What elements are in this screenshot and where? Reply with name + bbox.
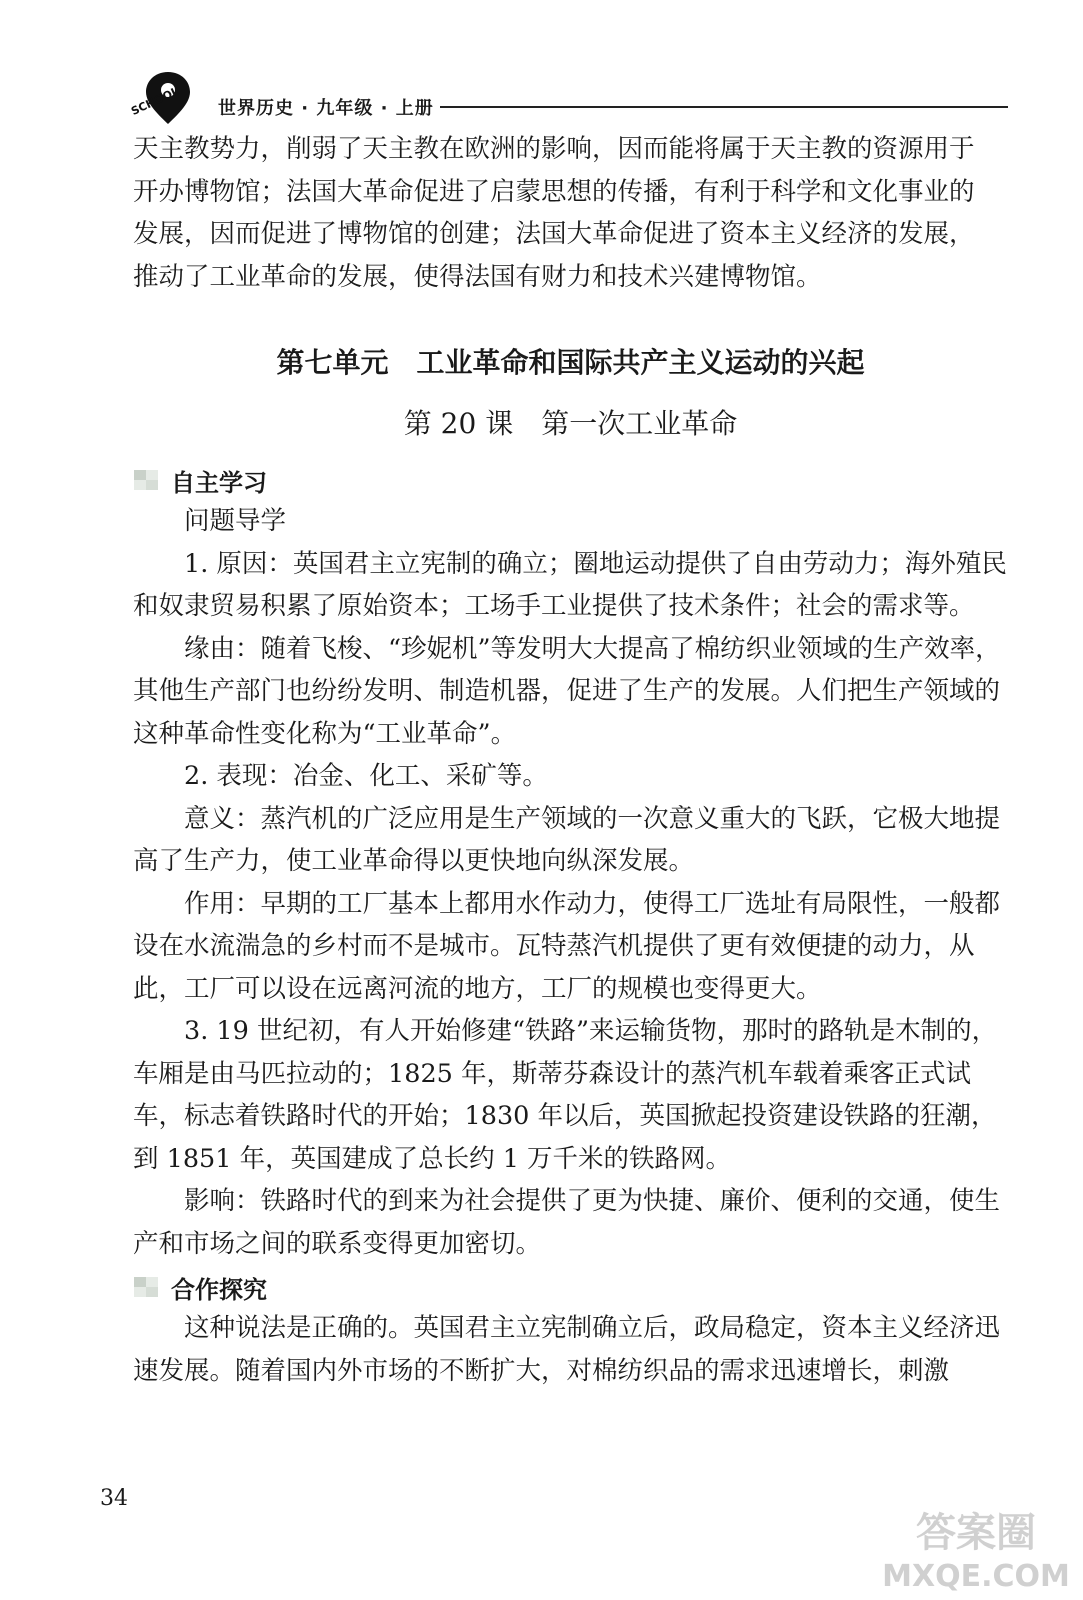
lesson-title: 第 20 课 第一次工业革命 [403, 407, 738, 440]
section-cooperative-inquiry [133, 1267, 1008, 1307]
section-label: 合作探究 [171, 1275, 267, 1304]
section-label: 自主学习 [171, 468, 267, 497]
intro-line: 天主教势力，削弱了天主教在欧洲的影响，因而能将属于天主教的资源用于 [133, 134, 975, 164]
intro-line: 推动了工业革命的发展，使得法国有财力和技术兴建博物馆。 [133, 261, 822, 292]
svg-text:答案圈: 答案圈 [916, 1510, 1036, 1556]
book-title: 世界历史 · 九年级 · 上册 [218, 98, 434, 119]
paragraph: 影响：铁路时代的到来为社会提供了更为快捷、廉价、便利的交通，使生产和市场之间的联系变得更加密切。 [133, 1186, 1001, 1259]
paragraph: 2. 表现：冶金、化工、采矿等。 [184, 761, 548, 791]
watermark-logo [876, 1500, 1076, 1596]
page-number: 34 [100, 1486, 128, 1511]
intro-line: 开办博物馆；法国大革命促进了启蒙思想的传播，有利于科学和文化事业的 [133, 176, 975, 207]
svg-text:MXQE.COM: MXQE.COM [882, 1559, 1070, 1594]
school-logo-icon [128, 68, 200, 128]
intro-line: 发展，因而促进了博物馆的创建；法国大革命促进了资本主义经济的发展， [133, 219, 975, 249]
header-rule [440, 106, 1008, 108]
page-content [133, 128, 1008, 1392]
paragraph: 1. 原因：英国君主立宪制的确立；圈地运动提供了自由劳动力；海外殖民和奴隶贸易积累了原始资本；工场手工业提供了技术条件；社会的需求等。 [133, 548, 1007, 621]
paragraph: 3. 19 世纪初，有人开始修建“铁路”来运输货物，那时的路轨是木制的，车厢是由马匹拉动的；1825 年，斯蒂芬森设计的蒸汽机车载着乘客正式试车，标志着铁路时代的开始；1830 年以后，英国掀起投资建设铁路的狂潮，到 1851 年，英国建成了总长约 1 万千米的铁路网。 [133, 1016, 998, 1174]
paragraph: 这种说法是正确的。英国君主立宪制确立后，政局稳定，资本主义经济迅速发展。随着国内外市场的不断扩大，对棉纺织品的需求迅速增长，刺激 [133, 1313, 1001, 1386]
paragraph: 缘由：随着飞梭、“珍妮机”等发明大大提高了棉纺织业领域的生产效率，其他生产部门也纷纷发明、制造机器，促进了生产的发展。人们把生产领域的这种革命性变化称为“工业革命”。 [133, 633, 1001, 749]
paragraph: 作用：早期的工厂基本上都用水作动力，使得工厂选址有局限性，一般都设在水流湍急的乡村而不是城市。瓦特蒸汽机提供了更有效便捷的动力，从此，工厂可以设在远离河流的地方，工厂的规模也变得更大。 [133, 888, 1001, 1004]
paragraph: 意义：蒸汽机的广泛应用是生产领域的一次意义重大的飞跃，它极大地提高了生产力，使工业革命得以更快地向纵深发展。 [133, 803, 1001, 876]
svg-text:SCHOOL: SCHOOL [129, 84, 181, 118]
intro-paragraph [133, 128, 1008, 298]
section-marker-icon [133, 469, 159, 491]
subheading: 问题导学 [184, 506, 287, 536]
page-header [128, 68, 1008, 128]
section-self-study [133, 460, 1008, 500]
section-marker-icon [133, 1276, 159, 1298]
unit-title: 第七单元 工业革命和国际共产主义运动的兴起 [276, 346, 865, 379]
